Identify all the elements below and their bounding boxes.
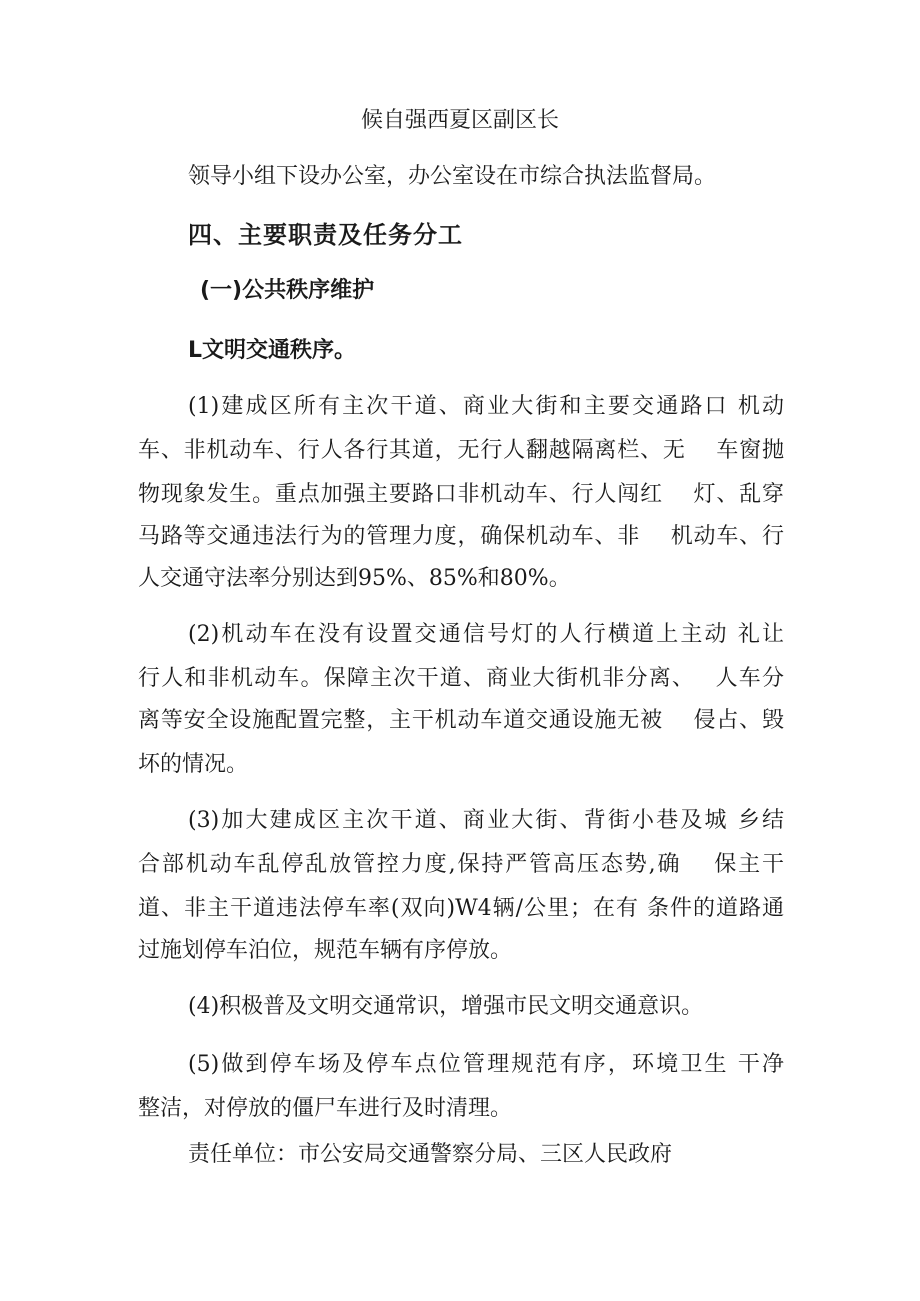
paragraph-3-line-3: 道、非主干道违法停车率(双向)W4辆/公里；在有 条件的道路通 (138, 896, 784, 921)
paragraph-1-line-3: 物现象发生。重点加强主要路口非机动车、行人闯红 灯、乱穿 (138, 482, 784, 507)
section-heading: 四、主要职责及任务分工 (188, 221, 463, 249)
paragraph-3-line-1: (3)加大建成区主次干道、商业大街、背街小巷及城 乡结 (188, 808, 784, 833)
subsection-heading: (一)公共秩序维护 (200, 278, 375, 303)
leader-line: 候自强西夏区副区长 (360, 108, 559, 133)
paragraph-4-line-1: (4)积极普及文明交通常识，增强市民文明交通意识。 (188, 994, 704, 1019)
paragraph-1-line-4: 马路等交通违法行为的管理力度，确保机动车、非 机动车、行 (138, 524, 784, 549)
paragraph-2-line-3: 离等安全设施配置完整，主干机动车道交通设施无被 侵占、毁 (138, 708, 784, 733)
paragraph-2-line-2: 行人和非机动车。保障主次干道、商业大街机非分离、 人车分 (138, 666, 784, 691)
item-heading: L文明交通秩序。 (188, 338, 357, 363)
paragraph-2-line-4: 坏的情况。 (138, 752, 249, 777)
paragraph-3-line-4: 过施划停车泊位，规范车辆有序停放。 (138, 938, 513, 963)
paragraph-1-line-1: (1)建成区所有主次干道、商业大街和主要交通路口 机动 (188, 394, 784, 419)
responsible-units: 责任单位：市公安局交通警察分局、三区人民政府 (188, 1142, 673, 1167)
office-note: 领导小组下设办公室，办公室设在市综合执法监督局。 (188, 164, 717, 189)
paragraph-1-line-5: 人交通守法率分别达到95%、85%和80%。 (138, 566, 571, 591)
paragraph-5-line-1: (5)做到停车场及停车点位管理规范有序，环境卫生 干净 (188, 1052, 784, 1077)
paragraph-5-line-2: 整洁，对停放的僵尸车进行及时清理。 (138, 1096, 513, 1121)
paragraph-2-line-1: (2)机动车在没有设置交通信号灯的人行横道上主动 礼让 (188, 622, 784, 647)
paragraph-1-line-2: 车、非机动车、行人各行其道，无行人翻越隔离栏、无 车窗抛 (138, 438, 784, 463)
paragraph-3-line-2: 合部机动车乱停乱放管控力度,保持严管高压态势,确 保主干 (138, 852, 784, 877)
